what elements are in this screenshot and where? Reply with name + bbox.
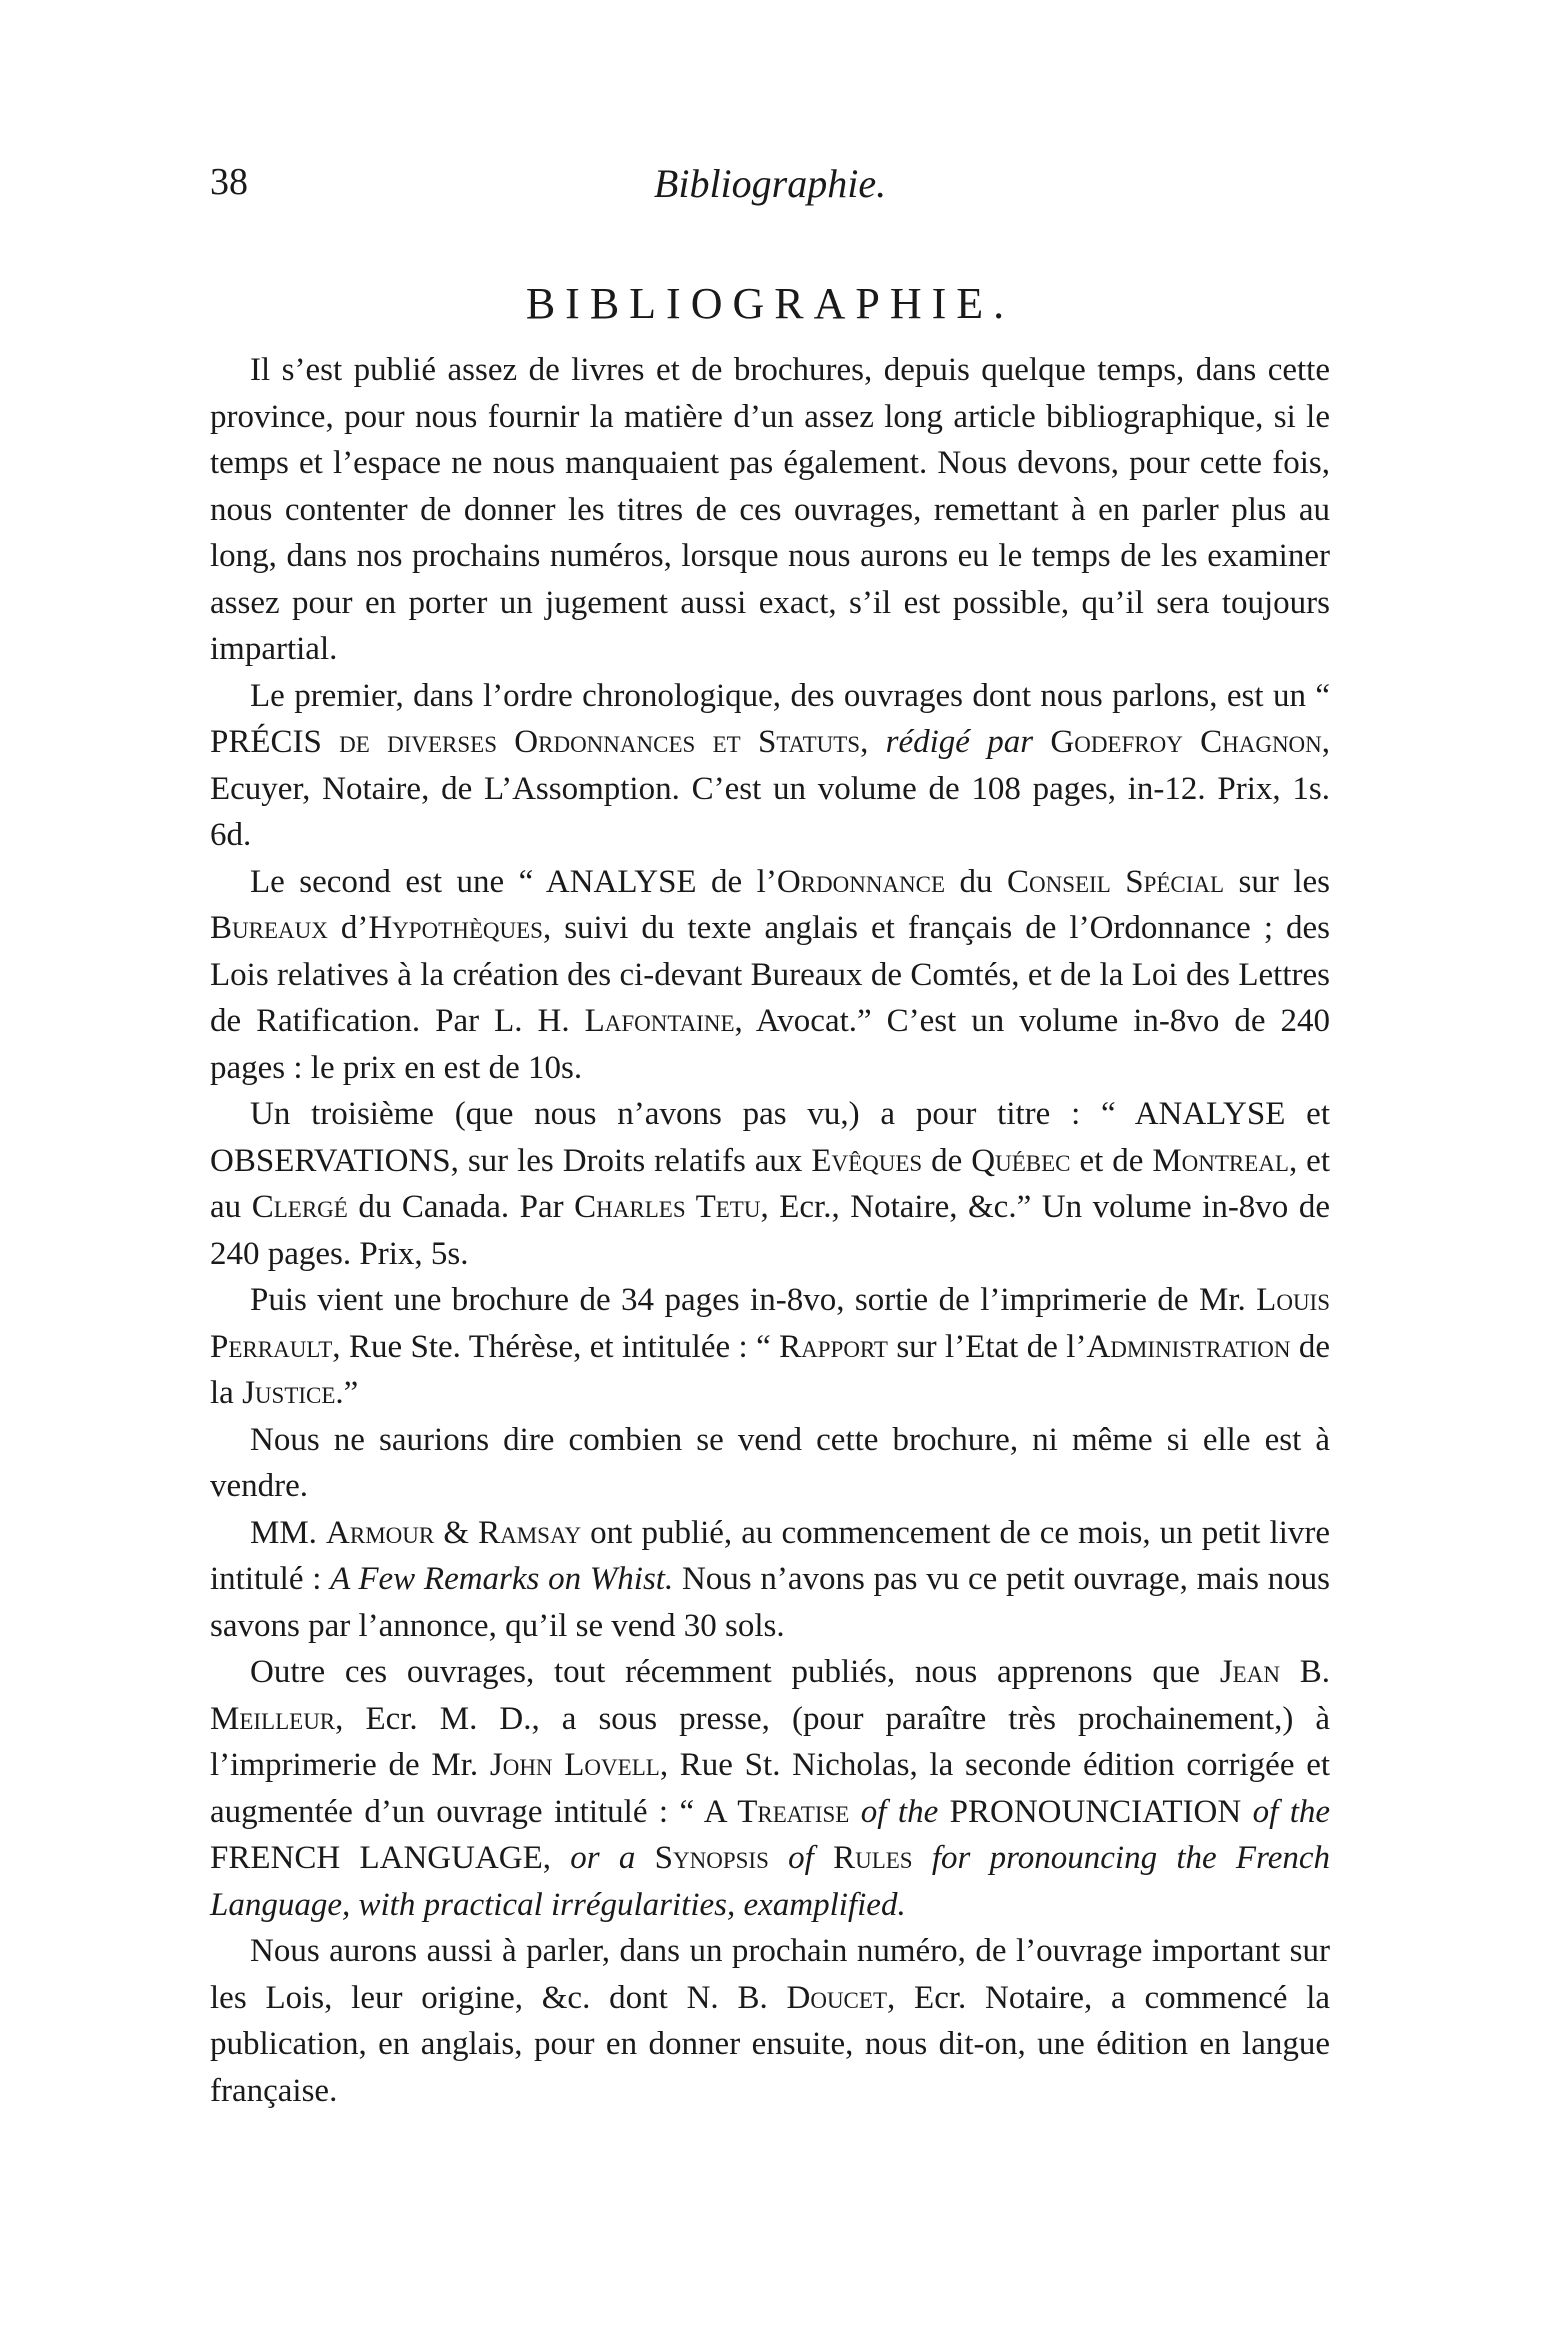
text-run: Un troisième (que nous n’avons pas vu,) a pour titre : “ xyxy=(250,1096,1135,1132)
text-run: de la xyxy=(210,1328,1330,1411)
text-run: , Ecr., Notaire, &c.” Un volume in-8vo de 240 pages. Prix, 5s. xyxy=(210,1189,1330,1272)
author-name: Charles Tetu xyxy=(574,1189,761,1225)
author-name: Louis Perrault xyxy=(210,1282,1330,1365)
smallcaps-run: Synopsis xyxy=(654,1840,769,1876)
text-run: & xyxy=(434,1514,479,1551)
smallcaps-run: Conseil Spécial xyxy=(1006,863,1225,900)
smallcaps-run: Administration xyxy=(1086,1328,1291,1365)
text-run xyxy=(814,1840,833,1876)
smallcaps-run: Montreal xyxy=(1152,1142,1289,1179)
text-run: FRENCH LANGUAGE, xyxy=(210,1840,571,1876)
text-run: Outre ces ouvrages, tout récemment publiés, nous apprenons que xyxy=(250,1654,1220,1690)
title-word: PRÉCIS xyxy=(210,724,322,760)
paragraph-3 xyxy=(210,859,1330,1092)
text-run xyxy=(1033,724,1050,760)
page xyxy=(210,160,1330,2114)
text-run: , Rue St. Nicholas, la seconde édition corrigée et augmentée d’un ouvrage intitulé : “ A xyxy=(210,1747,1331,1830)
text-run: Le second est une “ xyxy=(250,863,546,900)
text-run: , Rue Ste. Thérèse, et intitulée : “ xyxy=(332,1328,780,1365)
text-run: Nous n’avons pas vu ce petit ouvrage, mais nous savons par l’annonce, qu’il se vend 30 sols. xyxy=(210,1561,1330,1644)
running-head xyxy=(210,160,1330,220)
smallcaps-run: Ordonnance xyxy=(776,863,946,900)
text-run: MM. xyxy=(250,1514,327,1551)
text-run: Nous aurons aussi à parler, dans un prochain numéro, de l’ouvrage important sur les Lois, leur origine, &c. dont N. B. xyxy=(210,1933,1330,2016)
italic-run: of the xyxy=(849,1793,939,1830)
paragraph-4 xyxy=(210,1091,1330,1277)
text-run: , Ecr. Notaire, a commencé la publication, en anglais, pour en donner ensuite, nous dit-on, une édition en langue française. xyxy=(210,1979,1331,2109)
smallcaps-run: Ramsay xyxy=(478,1514,582,1551)
text-run: et de xyxy=(1070,1142,1153,1179)
text-run: de xyxy=(922,1142,972,1179)
paragraph-2 xyxy=(210,673,1330,859)
text-run: sur les xyxy=(1224,863,1330,900)
text-run: du Canada. Par xyxy=(347,1189,575,1225)
paragraph-9 xyxy=(210,1928,1330,2114)
smallcaps-run: Rapport xyxy=(779,1328,888,1365)
paragraph-5 xyxy=(210,1277,1330,1417)
smallcaps-run: John Lovell xyxy=(489,1747,660,1783)
paragraph-7 xyxy=(210,1510,1330,1650)
title-word: ANALYSE et OBSERVATIONS xyxy=(210,1096,1330,1179)
text-run: , xyxy=(860,724,886,760)
title-smallcaps: de diverses Ordonnances et Statuts xyxy=(321,724,861,760)
paragraph-1: Il s’est publié assez de livres et de brochures, depuis quelque temps, dans cette province, pour nous fournir la matière d’un assez long article bibliographique, si le temps et l’espace ne nous manquaient pas également. Nous devons, pour cette fois, nous contenter de donner les titres de ces ouvrages, remettant à en parler plus au long, dans nos prochains numéros, lorsque nous aurons eu le temps de les examiner assez pour en porter un jugement aussi exact, s’il est possible, qu’il sera toujours impartial. xyxy=(210,352,1330,667)
text-run: .” xyxy=(335,1375,359,1411)
text-run xyxy=(635,1840,654,1876)
text-run: , suivi du texte anglais et français de l’Ordonnance ; des Lois relatives à la création des ci-devant Bureaux de Comtés, et de la Loi des Lettres de Ratification. Par xyxy=(210,910,1330,1039)
running-title: Bibliographie. xyxy=(653,161,887,206)
text-run: , et au xyxy=(210,1142,1330,1225)
smallcaps-run: Armour xyxy=(326,1514,435,1551)
smallcaps-run: Meilleur xyxy=(210,1700,336,1737)
smallcaps-run: Clergé xyxy=(251,1189,348,1225)
title-word: ANALYSE xyxy=(545,863,697,900)
text-run: Le premier, dans l’ordre chronologique, des ouvrages dont nous parlons, est un “ xyxy=(250,677,1330,714)
italic-run: rédigé par xyxy=(885,724,1034,760)
smallcaps-run: Doucet xyxy=(786,1979,887,2016)
text-run xyxy=(913,1840,932,1876)
text-run: Puis vient une brochure de 34 pages in-8vo, sortie de l’imprimerie de Mr. xyxy=(250,1282,1257,1318)
italic-run: for pronouncing the French Language, with practical irrégularities, examplified. xyxy=(210,1840,1330,1923)
text-run: B. xyxy=(1279,1654,1330,1690)
smallcaps-run: Bureaux xyxy=(210,910,328,946)
italic-title: A Few Remarks on Whist. xyxy=(330,1561,674,1597)
smallcaps-run: Hypothèques xyxy=(368,910,543,946)
text-run: du xyxy=(945,863,1007,900)
italic-run: or a xyxy=(570,1840,636,1876)
italic-run: of xyxy=(788,1840,814,1876)
smallcaps-run: Evêques xyxy=(811,1142,923,1179)
text-run xyxy=(769,1840,788,1876)
text-run: PRONOUNCIATION xyxy=(938,1793,1253,1830)
paragraph-6: Nous ne saurions dire combien se vend cette brochure, ni même si elle est à vendre. xyxy=(210,1421,1330,1504)
text-run: , Ecr. M. D., a sous presse, (pour paraître très prochainement,) à l’imprimerie de Mr. xyxy=(210,1700,1330,1783)
paragraph-8 xyxy=(210,1649,1330,1928)
smallcaps-run: Jean xyxy=(1219,1654,1280,1690)
text-run: d’ xyxy=(327,910,369,946)
section-heading: BIBLIOGRAPHIE. xyxy=(525,279,1015,328)
smallcaps-run: Justice xyxy=(242,1375,336,1411)
smallcaps-run: Treatise xyxy=(737,1793,850,1830)
text-run: , Avocat.” C’est un volume in-8vo de 240 pages : le prix en est de 10s. xyxy=(210,1003,1330,1086)
text-run: de l’ xyxy=(696,863,777,900)
page-number: 38 xyxy=(210,161,248,203)
author-name: L. H. Lafontaine xyxy=(494,1003,735,1039)
text-run: , Ecuyer, Notaire, de L’Assomption. C’est un volume de 108 pages, in-12. Prix, 1s. 6d. xyxy=(210,724,1331,853)
smallcaps-run: Rules xyxy=(833,1840,913,1876)
text-run: , sur les Droits relatifs aux xyxy=(450,1142,812,1179)
author-name: Godefroy Chagnon xyxy=(1050,724,1322,760)
italic-run: of the xyxy=(1252,1793,1331,1830)
smallcaps-run: Québec xyxy=(971,1142,1071,1179)
text-run: sur l’Etat de l’ xyxy=(887,1328,1087,1365)
text-run: ont publié, au commencement de ce mois, un petit livre intitulé : xyxy=(210,1514,1330,1597)
